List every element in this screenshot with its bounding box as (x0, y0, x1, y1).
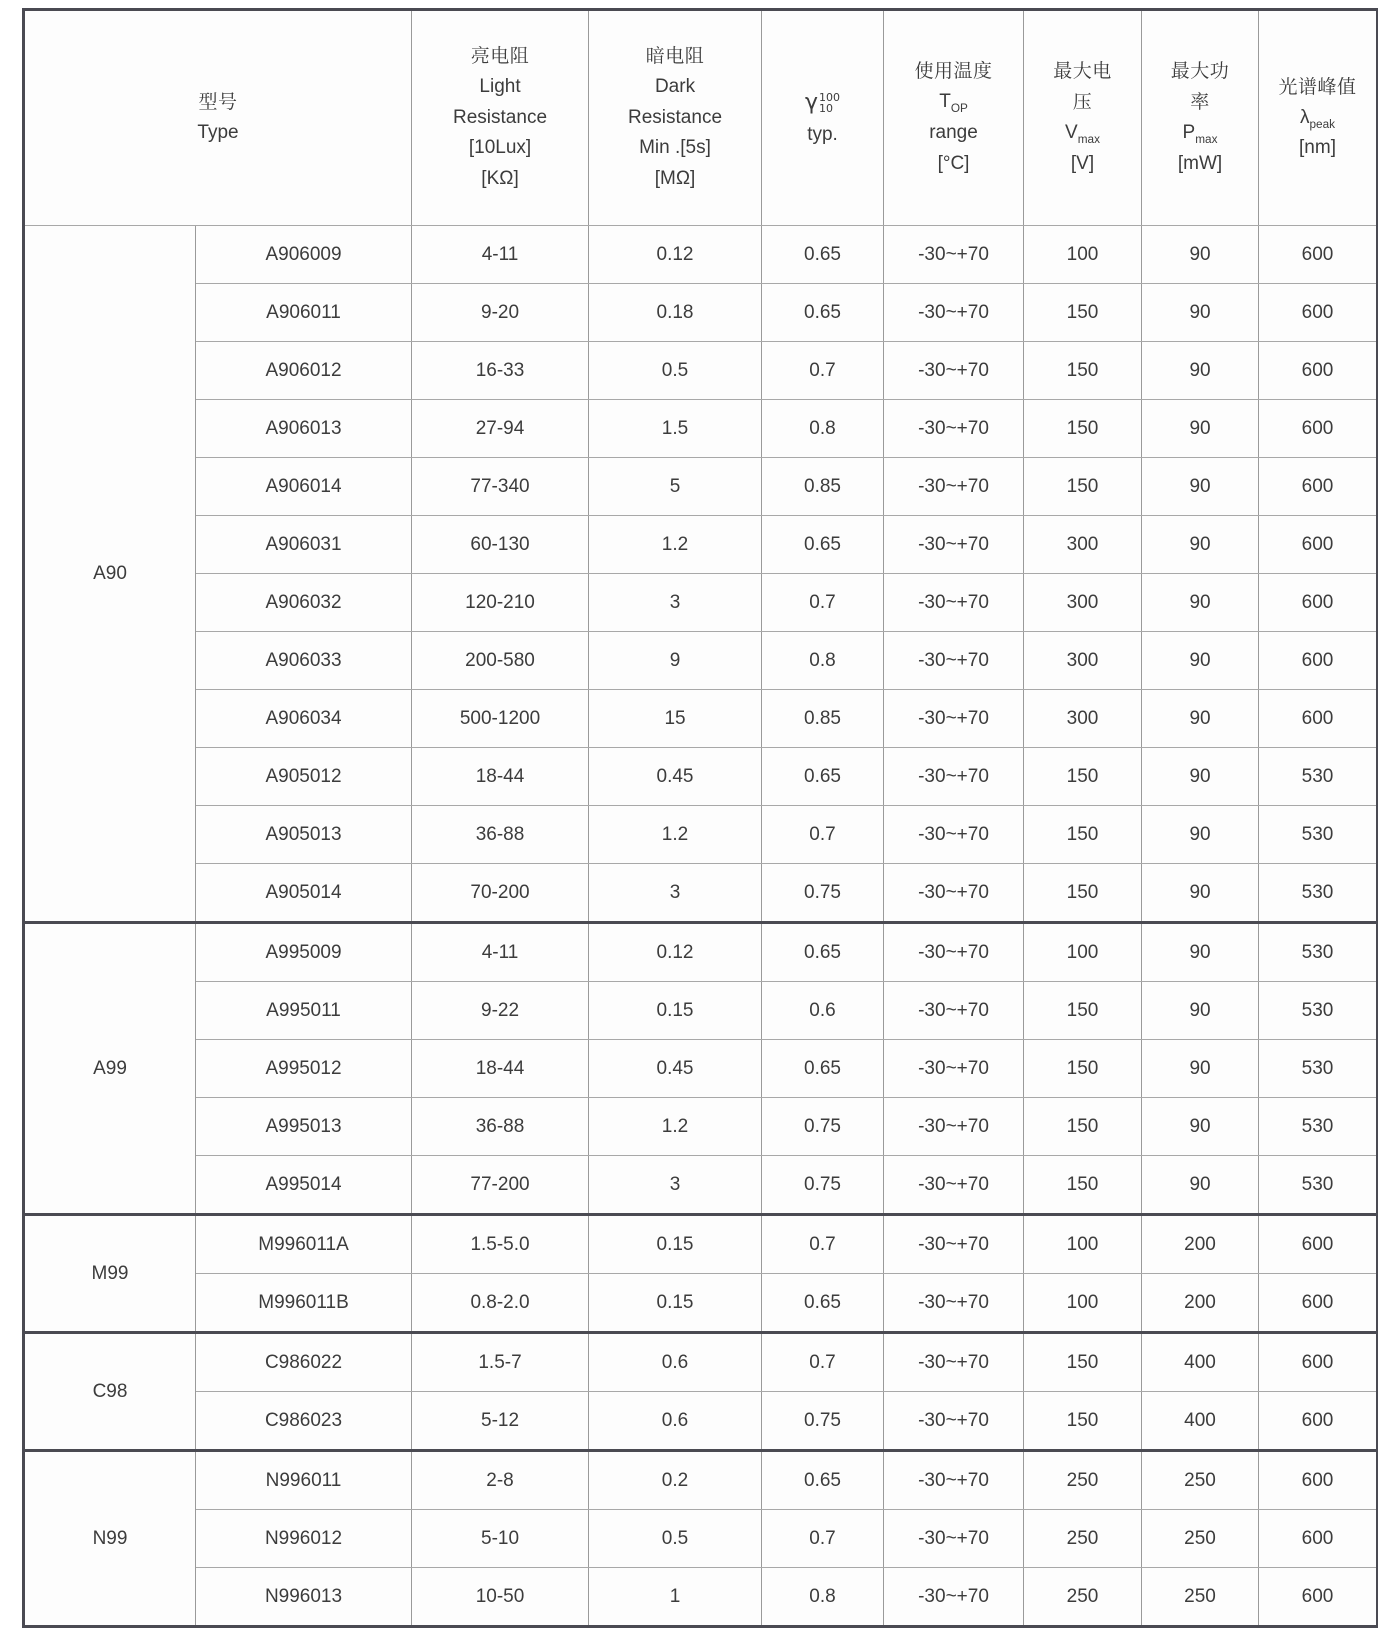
cell-max-voltage: 150 (1024, 1098, 1142, 1156)
cell-dark-resistance: 9 (589, 632, 762, 690)
column-header-top-symbol (884, 87, 1023, 118)
cell-peak-wavelength: 530 (1259, 1040, 1378, 1098)
cell-peak-wavelength: 600 (1259, 1333, 1378, 1392)
cell-gamma: 0.75 (762, 1392, 884, 1451)
cell-operating-temperature: -30~+70 (884, 1040, 1024, 1098)
gamma-indices (819, 92, 840, 114)
cell-operating-temperature: -30~+70 (884, 1451, 1024, 1510)
cell-type: N996013 (196, 1568, 412, 1627)
column-header-dark-condition: Min .[5s] (639, 137, 711, 159)
table-row (24, 1215, 1378, 1274)
cell-peak-wavelength: 600 (1259, 400, 1378, 458)
cell-max-voltage: 150 (1024, 1333, 1142, 1392)
cell-peak-wavelength: 530 (1259, 1156, 1378, 1215)
cell-type: A906014 (196, 458, 412, 516)
cell-max-voltage: 100 (1024, 1274, 1142, 1333)
cell-max-voltage: 150 (1024, 748, 1142, 806)
column-header-pmax-unit: [mW] (1177, 152, 1223, 174)
cell-max-power: 90 (1142, 864, 1259, 923)
cell-max-voltage: 150 (1024, 1040, 1142, 1098)
cell-gamma: 0.65 (762, 516, 884, 574)
cell-gamma: 0.7 (762, 1215, 884, 1274)
column-header-peak-wavelength (1259, 10, 1378, 226)
cell-peak-wavelength: 600 (1259, 632, 1378, 690)
cell-operating-temperature: -30~+70 (884, 632, 1024, 690)
cell-peak-wavelength: 600 (1259, 516, 1378, 574)
column-header-dark-unit: [MΩ] (654, 168, 696, 190)
cell-type: N996011 (196, 1451, 412, 1510)
cell-gamma: 0.65 (762, 923, 884, 982)
column-header-lpeak-symbol (1259, 103, 1376, 134)
cell-type: A995013 (196, 1098, 412, 1156)
table-row (24, 690, 1378, 748)
column-header-light-en1: Light (479, 75, 521, 97)
table-row (24, 923, 1378, 982)
column-header-dark-en2: Resistance (628, 106, 723, 128)
cell-max-voltage: 250 (1024, 1568, 1142, 1627)
cell-max-power: 90 (1142, 806, 1259, 864)
group-label-a90: A90 (24, 226, 196, 923)
cell-gamma: 0.85 (762, 690, 884, 748)
cell-light-resistance: 0.8-2.0 (412, 1274, 589, 1333)
cell-light-resistance: 60-130 (412, 516, 589, 574)
cell-type: A995012 (196, 1040, 412, 1098)
column-header-light-condition: [10Lux] (468, 137, 532, 159)
cell-peak-wavelength: 600 (1259, 1451, 1378, 1510)
cell-peak-wavelength: 530 (1259, 923, 1378, 982)
cell-dark-resistance: 0.45 (589, 748, 762, 806)
table-row (24, 982, 1378, 1040)
cell-dark-resistance: 1.2 (589, 516, 762, 574)
cell-light-resistance: 500-1200 (412, 690, 589, 748)
cell-max-voltage: 150 (1024, 806, 1142, 864)
column-header-type-cn: 型号 (198, 91, 238, 114)
cell-peak-wavelength: 600 (1259, 342, 1378, 400)
gamma-subscript: 10 (819, 101, 834, 115)
column-header-max-voltage (1024, 10, 1142, 226)
cell-dark-resistance: 1.2 (589, 1098, 762, 1156)
cell-light-resistance: 120-210 (412, 574, 589, 632)
cell-light-resistance: 36-88 (412, 1098, 589, 1156)
cell-light-resistance: 4-11 (412, 226, 589, 284)
cell-max-voltage: 100 (1024, 226, 1142, 284)
cell-max-voltage: 250 (1024, 1451, 1142, 1510)
cell-gamma: 0.7 (762, 574, 884, 632)
cell-operating-temperature: -30~+70 (884, 982, 1024, 1040)
group-label-n99: N99 (24, 1451, 196, 1627)
column-header-pmax-cn2: 率 (1190, 91, 1210, 114)
cell-max-power: 90 (1142, 1098, 1259, 1156)
cell-operating-temperature: -30~+70 (884, 923, 1024, 982)
cell-operating-temperature: -30~+70 (884, 1510, 1024, 1568)
cell-type: A905012 (196, 748, 412, 806)
table-row (24, 1274, 1378, 1333)
cell-type: M996011B (196, 1274, 412, 1333)
column-header-type-en: Type (197, 122, 239, 143)
cell-peak-wavelength: 600 (1259, 574, 1378, 632)
cell-light-resistance: 36-88 (412, 806, 589, 864)
cell-light-resistance: 2-8 (412, 1451, 589, 1510)
cell-dark-resistance: 1.2 (589, 806, 762, 864)
table-row (24, 632, 1378, 690)
cell-max-voltage: 300 (1024, 574, 1142, 632)
cell-dark-resistance: 5 (589, 458, 762, 516)
table-row (24, 864, 1378, 923)
cell-operating-temperature: -30~+70 (884, 1274, 1024, 1333)
column-header-top-range: range (929, 122, 978, 143)
cell-operating-temperature: -30~+70 (884, 574, 1024, 632)
cell-operating-temperature: -30~+70 (884, 400, 1024, 458)
cell-operating-temperature: -30~+70 (884, 458, 1024, 516)
cell-light-resistance: 18-44 (412, 1040, 589, 1098)
group-label-c98: C98 (24, 1333, 196, 1451)
column-header-max-power (1142, 10, 1259, 226)
cell-dark-resistance: 1.5 (589, 400, 762, 458)
vmax-symbol-sub: max (1077, 132, 1100, 146)
cell-type: A906012 (196, 342, 412, 400)
cell-dark-resistance: 0.5 (589, 342, 762, 400)
cell-peak-wavelength: 600 (1259, 1392, 1378, 1451)
gamma-symbol (762, 85, 883, 121)
cell-max-power: 400 (1142, 1333, 1259, 1392)
table-row (24, 400, 1378, 458)
cell-peak-wavelength: 600 (1259, 226, 1378, 284)
cell-max-power: 90 (1142, 748, 1259, 806)
cell-max-power: 400 (1142, 1392, 1259, 1451)
cell-dark-resistance: 1 (589, 1568, 762, 1627)
cell-type: A906009 (196, 226, 412, 284)
column-header-vmax-cn2: 压 (1072, 91, 1093, 114)
cell-dark-resistance: 3 (589, 864, 762, 923)
cell-dark-resistance: 0.12 (589, 923, 762, 982)
pmax-symbol-base: P (1182, 122, 1196, 143)
gamma-glyph: γ (805, 89, 819, 115)
cell-dark-resistance: 0.6 (589, 1333, 762, 1392)
table-row (24, 458, 1378, 516)
column-header-gamma (762, 10, 884, 226)
cell-dark-resistance: 0.15 (589, 1215, 762, 1274)
cell-dark-resistance: 0.2 (589, 1451, 762, 1510)
group-label-a99: A99 (24, 923, 196, 1215)
cell-max-voltage: 250 (1024, 1510, 1142, 1568)
cell-gamma: 0.8 (762, 1568, 884, 1627)
cell-max-power: 90 (1142, 284, 1259, 342)
column-header-top-unit: [°C] (937, 152, 970, 174)
cell-max-power: 90 (1142, 226, 1259, 284)
cell-max-voltage: 150 (1024, 982, 1142, 1040)
cell-peak-wavelength: 530 (1259, 864, 1378, 923)
cell-max-voltage: 300 (1024, 690, 1142, 748)
cell-max-voltage: 100 (1024, 923, 1142, 982)
table-row (24, 806, 1378, 864)
column-header-dark-resistance (589, 10, 762, 226)
cell-type: A995011 (196, 982, 412, 1040)
cell-dark-resistance: 0.15 (589, 982, 762, 1040)
cell-peak-wavelength: 600 (1259, 1510, 1378, 1568)
lpeak-symbol-base: λ (1300, 106, 1310, 128)
cell-type: M996011A (196, 1215, 412, 1274)
cell-dark-resistance: 0.18 (589, 284, 762, 342)
table-row (24, 1510, 1378, 1568)
column-header-light-en2: Resistance (453, 106, 548, 128)
cell-operating-temperature: -30~+70 (884, 1392, 1024, 1451)
cell-max-power: 90 (1142, 923, 1259, 982)
table-row (24, 226, 1378, 284)
column-header-light-cn: 亮电阻 (470, 45, 530, 68)
cell-type: A905013 (196, 806, 412, 864)
cell-max-voltage: 100 (1024, 1215, 1142, 1274)
cell-peak-wavelength: 530 (1259, 748, 1378, 806)
cell-operating-temperature: -30~+70 (884, 864, 1024, 923)
cell-gamma: 0.85 (762, 458, 884, 516)
cell-type: A995009 (196, 923, 412, 982)
cell-max-power: 90 (1142, 690, 1259, 748)
cell-gamma: 0.65 (762, 1451, 884, 1510)
cell-operating-temperature: -30~+70 (884, 1156, 1024, 1215)
cell-dark-resistance: 3 (589, 574, 762, 632)
cell-light-resistance: 18-44 (412, 748, 589, 806)
column-header-gamma-note: typ. (807, 124, 838, 146)
cell-light-resistance: 9-22 (412, 982, 589, 1040)
cell-max-power: 90 (1142, 516, 1259, 574)
pmax-symbol-sub: max (1195, 132, 1218, 146)
cell-light-resistance: 70-200 (412, 864, 589, 923)
column-header-light-unit: [KΩ] (481, 168, 519, 190)
cell-type: A906032 (196, 574, 412, 632)
cell-gamma: 0.65 (762, 1274, 884, 1333)
cell-type: A906011 (196, 284, 412, 342)
cell-light-resistance: 1.5-5.0 (412, 1215, 589, 1274)
cell-max-voltage: 150 (1024, 1156, 1142, 1215)
cell-gamma: 0.75 (762, 864, 884, 923)
cell-light-resistance: 10-50 (412, 1568, 589, 1627)
cell-light-resistance: 9-20 (412, 284, 589, 342)
cell-gamma: 0.75 (762, 1156, 884, 1215)
table-row (24, 574, 1378, 632)
table-row (24, 1156, 1378, 1215)
cell-gamma: 0.7 (762, 342, 884, 400)
cell-max-power: 90 (1142, 1156, 1259, 1215)
cell-gamma: 0.75 (762, 1098, 884, 1156)
cell-light-resistance: 200-580 (412, 632, 589, 690)
cell-max-voltage: 150 (1024, 864, 1142, 923)
cell-max-power: 90 (1142, 574, 1259, 632)
cell-type: A906031 (196, 516, 412, 574)
column-header-dark-en1: Dark (654, 75, 696, 97)
table-row (24, 1333, 1378, 1392)
cell-operating-temperature: -30~+70 (884, 1215, 1024, 1274)
cell-operating-temperature: -30~+70 (884, 226, 1024, 284)
cell-max-power: 200 (1142, 1215, 1259, 1274)
cell-dark-resistance: 0.5 (589, 1510, 762, 1568)
cell-light-resistance: 1.5-7 (412, 1333, 589, 1392)
table-row (24, 1568, 1378, 1627)
column-header-dark-cn: 暗电阻 (645, 45, 705, 68)
cell-dark-resistance: 0.6 (589, 1392, 762, 1451)
cell-max-voltage: 150 (1024, 342, 1142, 400)
column-header-type (24, 10, 412, 226)
cell-gamma: 0.8 (762, 400, 884, 458)
cell-dark-resistance: 15 (589, 690, 762, 748)
cell-operating-temperature: -30~+70 (884, 284, 1024, 342)
cell-type: A906034 (196, 690, 412, 748)
header-row (24, 10, 1378, 226)
cell-peak-wavelength: 530 (1259, 1098, 1378, 1156)
cell-operating-temperature: -30~+70 (884, 1098, 1024, 1156)
cell-peak-wavelength: 600 (1259, 1568, 1378, 1627)
cell-max-voltage: 150 (1024, 400, 1142, 458)
cell-light-resistance: 77-200 (412, 1156, 589, 1215)
cell-dark-resistance: 0.15 (589, 1274, 762, 1333)
cell-max-voltage: 300 (1024, 632, 1142, 690)
cell-max-power: 90 (1142, 342, 1259, 400)
table-body (24, 226, 1378, 1627)
column-header-vmax-symbol (1024, 118, 1141, 149)
table-row (24, 748, 1378, 806)
table-row (24, 284, 1378, 342)
cell-operating-temperature: -30~+70 (884, 748, 1024, 806)
table-header (24, 10, 1378, 226)
table-row (24, 1392, 1378, 1451)
cell-type: A906013 (196, 400, 412, 458)
cell-type: C986023 (196, 1392, 412, 1451)
cell-light-resistance: 27-94 (412, 400, 589, 458)
cell-gamma: 0.65 (762, 284, 884, 342)
table-row (24, 342, 1378, 400)
column-header-lpeak-cn: 光谱峰值 (1278, 75, 1357, 98)
table-row (24, 1451, 1378, 1510)
cell-peak-wavelength: 600 (1259, 690, 1378, 748)
column-header-vmax-cn1: 最大电 (1053, 60, 1112, 83)
cell-operating-temperature: -30~+70 (884, 690, 1024, 748)
cell-operating-temperature: -30~+70 (884, 342, 1024, 400)
cell-gamma: 0.8 (762, 632, 884, 690)
cell-max-voltage: 150 (1024, 1392, 1142, 1451)
cell-operating-temperature: -30~+70 (884, 806, 1024, 864)
gamma-superscript: 100 (819, 90, 841, 104)
cell-type: C986022 (196, 1333, 412, 1392)
vmax-symbol-base: V (1065, 122, 1078, 143)
column-header-pmax-symbol (1142, 118, 1258, 149)
cell-light-resistance: 5-10 (412, 1510, 589, 1568)
top-symbol-base: T (939, 91, 951, 113)
column-header-pmax-cn1: 最大功 (1170, 60, 1230, 83)
cell-operating-temperature: -30~+70 (884, 516, 1024, 574)
cell-gamma: 0.65 (762, 226, 884, 284)
photoresistor-spec-table (22, 8, 1378, 1628)
cell-dark-resistance: 0.45 (589, 1040, 762, 1098)
table-row (24, 1040, 1378, 1098)
cell-max-power: 250 (1142, 1451, 1259, 1510)
cell-peak-wavelength: 600 (1259, 284, 1378, 342)
cell-light-resistance: 5-12 (412, 1392, 589, 1451)
cell-type: A906033 (196, 632, 412, 690)
cell-peak-wavelength: 530 (1259, 806, 1378, 864)
cell-max-power: 200 (1142, 1274, 1259, 1333)
cell-max-voltage: 150 (1024, 458, 1142, 516)
cell-max-power: 90 (1142, 982, 1259, 1040)
cell-gamma: 0.7 (762, 1333, 884, 1392)
cell-gamma: 0.65 (762, 1040, 884, 1098)
cell-type: N996012 (196, 1510, 412, 1568)
column-header-light-resistance (412, 10, 589, 226)
column-header-operating-temperature (884, 10, 1024, 226)
group-label-m99: M99 (24, 1215, 196, 1333)
cell-peak-wavelength: 600 (1259, 1215, 1378, 1274)
cell-max-power: 250 (1142, 1568, 1259, 1627)
cell-peak-wavelength: 600 (1259, 458, 1378, 516)
lpeak-symbol-sub: peak (1309, 117, 1336, 131)
top-symbol-sub: OP (950, 102, 968, 116)
cell-max-power: 90 (1142, 632, 1259, 690)
cell-dark-resistance: 3 (589, 1156, 762, 1215)
table-row (24, 516, 1378, 574)
column-header-vmax-unit: [V] (1070, 152, 1095, 174)
cell-dark-resistance: 0.12 (589, 226, 762, 284)
cell-type: A905014 (196, 864, 412, 923)
column-header-top-cn: 使用温度 (914, 60, 993, 83)
cell-light-resistance: 77-340 (412, 458, 589, 516)
cell-operating-temperature: -30~+70 (884, 1568, 1024, 1627)
cell-gamma: 0.7 (762, 806, 884, 864)
cell-light-resistance: 4-11 (412, 923, 589, 982)
column-header-lpeak-unit: [nm] (1299, 137, 1336, 159)
cell-gamma: 0.6 (762, 982, 884, 1040)
cell-gamma: 0.65 (762, 748, 884, 806)
cell-operating-temperature: -30~+70 (884, 1333, 1024, 1392)
cell-max-power: 90 (1142, 458, 1259, 516)
cell-peak-wavelength: 530 (1259, 982, 1378, 1040)
cell-light-resistance: 16-33 (412, 342, 589, 400)
cell-max-power: 90 (1142, 400, 1259, 458)
cell-peak-wavelength: 600 (1259, 1274, 1378, 1333)
cell-max-voltage: 150 (1024, 284, 1142, 342)
cell-max-power: 90 (1142, 1040, 1259, 1098)
cell-type: A995014 (196, 1156, 412, 1215)
cell-max-voltage: 300 (1024, 516, 1142, 574)
cell-max-power: 250 (1142, 1510, 1259, 1568)
table-row (24, 1098, 1378, 1156)
cell-gamma: 0.7 (762, 1510, 884, 1568)
